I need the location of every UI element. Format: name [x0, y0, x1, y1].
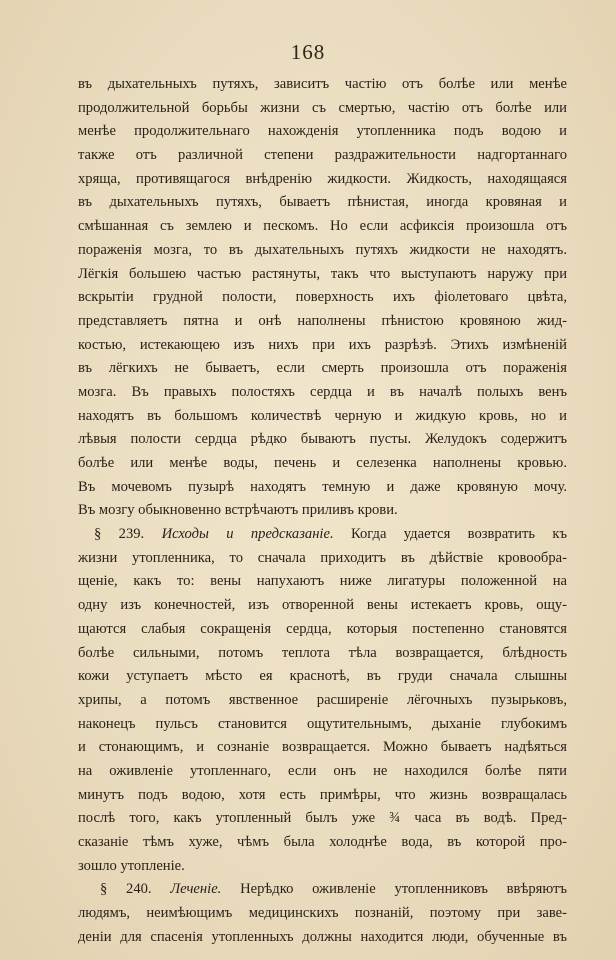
text-line: зошло утопленіе.	[78, 857, 185, 874]
text-line: болѣе или менѣе воды, печень и селезенка наполнены кровью.	[78, 455, 567, 471]
section-239	[78, 523, 567, 878]
text-line: Въ мозгу обыкновенно встрѣчаютъ приливъ крови.	[78, 502, 398, 519]
text-line: деніи для спасенія утопленныхъ должны находится люди, обученные въ	[78, 928, 567, 945]
paragraph-continuation	[78, 73, 567, 523]
text-line: въ дыхательныхъ путяхъ, зависитъ частію отъ болѣе или менѣе	[78, 76, 567, 92]
page-body-text	[78, 73, 567, 949]
section-heading: Исходы и предсказаніе.	[161, 526, 334, 543]
text-line: Лёгкія большею частью растянуты, такъ что выступаютъ наружу при	[78, 265, 567, 282]
text-line: на оживленіе утопленнаго, если онъ не находился болѣе пяти	[78, 762, 567, 779]
text-line: менѣе продолжительнаго нахожденія утопленника подъ водою и	[78, 123, 567, 140]
text-line: щаются слабыя сокращенія сердца, которыя постепенно становятся	[78, 620, 567, 637]
text-line: и стонающимъ, и сознаніе возвращается. Можно бываетъ надѣяться	[78, 739, 567, 756]
text-line: минутъ подъ водою, хотя есть примѣры, что жизнь возвращалась	[78, 786, 567, 803]
text-line: также отъ различной степени раздражительности надгортаннаго	[78, 147, 567, 164]
text-line: костью, истекающею изъ нихъ при ихъ разрѣзѣ. Этихъ измѣненій	[78, 336, 567, 353]
section-heading: Леченіе.	[170, 881, 222, 898]
text-line: представляетъ пятна и онѣ наполнены пѣнистою кровяною жид-	[78, 312, 567, 329]
text-line: лѣвыя полости сердца рѣдко бываютъ пусты. Желудокъ содержитъ	[78, 431, 567, 448]
text-line: пораженія мозга, то въ дыхательныхъ путяхъ жидкости не находятъ.	[78, 241, 567, 258]
text-line: Въ мочевомъ пузырѣ находятъ темную и даже кровяную мочу.	[78, 478, 567, 495]
text-line: сказаніе тѣмъ хуже, чѣмъ была холоднѣе вода, въ которой про-	[78, 834, 567, 850]
text-line: находятъ въ большомъ количествѣ черную и жидкую кровь, но и	[78, 407, 567, 424]
text-line: Когда удается возвратить къ	[350, 526, 567, 543]
text-line: послѣ того, какъ утопленный былъ уже ¾ часа въ водѣ. Пред-	[78, 810, 567, 827]
text-line: хрипы, а потомъ явственное расширеніе лёгочныхъ пузырьковъ,	[78, 691, 567, 708]
text-line: наконецъ пульсъ становится ощутительнымъ, дыханіе глубокимъ	[78, 715, 567, 732]
section-number: § 239.	[94, 526, 145, 543]
text-line: мозга. Въ правыхъ полостяхъ сердца и въ началѣ полыхъ венъ	[78, 383, 567, 400]
text-line: вскрытіи грудной полости, поверхность ихъ фіолетоваго цвѣта,	[78, 289, 567, 306]
page-number: 168	[290, 40, 326, 64]
section-240	[78, 878, 567, 949]
text-line: людямъ, неимѣющимъ медицинскихъ познаній, поэтому при заве-	[78, 905, 567, 922]
text-line: въ дыхательныхъ путяхъ, бываетъ пѣнистая, иногда кровяная и	[78, 194, 567, 211]
text-line: продолжительной борьбы жизни съ смертью, частію отъ болѣе или	[78, 99, 567, 116]
text-line: кожи уступаетъ мѣсто ея краснотѣ, въ груди сначала слышны	[78, 668, 567, 685]
text-line: въ лёгкихъ не бываетъ, если смерть произошла отъ пораженія	[78, 360, 567, 377]
text-line: щеніе, какъ то: вены напухаютъ ниже лигатуры положенной на	[78, 573, 567, 590]
text-line: смѣшанная съ землею и пескомъ. Но если асфиксія произошла отъ	[78, 218, 567, 235]
section-number: § 240.	[100, 881, 152, 898]
text-line: хряща, противящагося внѣдренію жидкости. Жидкость, находящаяся	[78, 170, 567, 187]
text-line: жизни утопленника, то сначала приходитъ въ дѣйствіе кровообра-	[78, 549, 567, 566]
text-line: Нерѣдко оживленіе утопленниковъ ввѣряютъ	[240, 881, 567, 898]
section-first-line	[78, 878, 567, 902]
section-first-line	[78, 523, 567, 547]
text-line: болѣе сильными, потомъ теплота тѣла возвращается, блѣдность	[78, 644, 567, 661]
text-line: одну изъ конечностей, изъ отворенной вены истекаетъ кровь, ощу-	[78, 597, 567, 614]
